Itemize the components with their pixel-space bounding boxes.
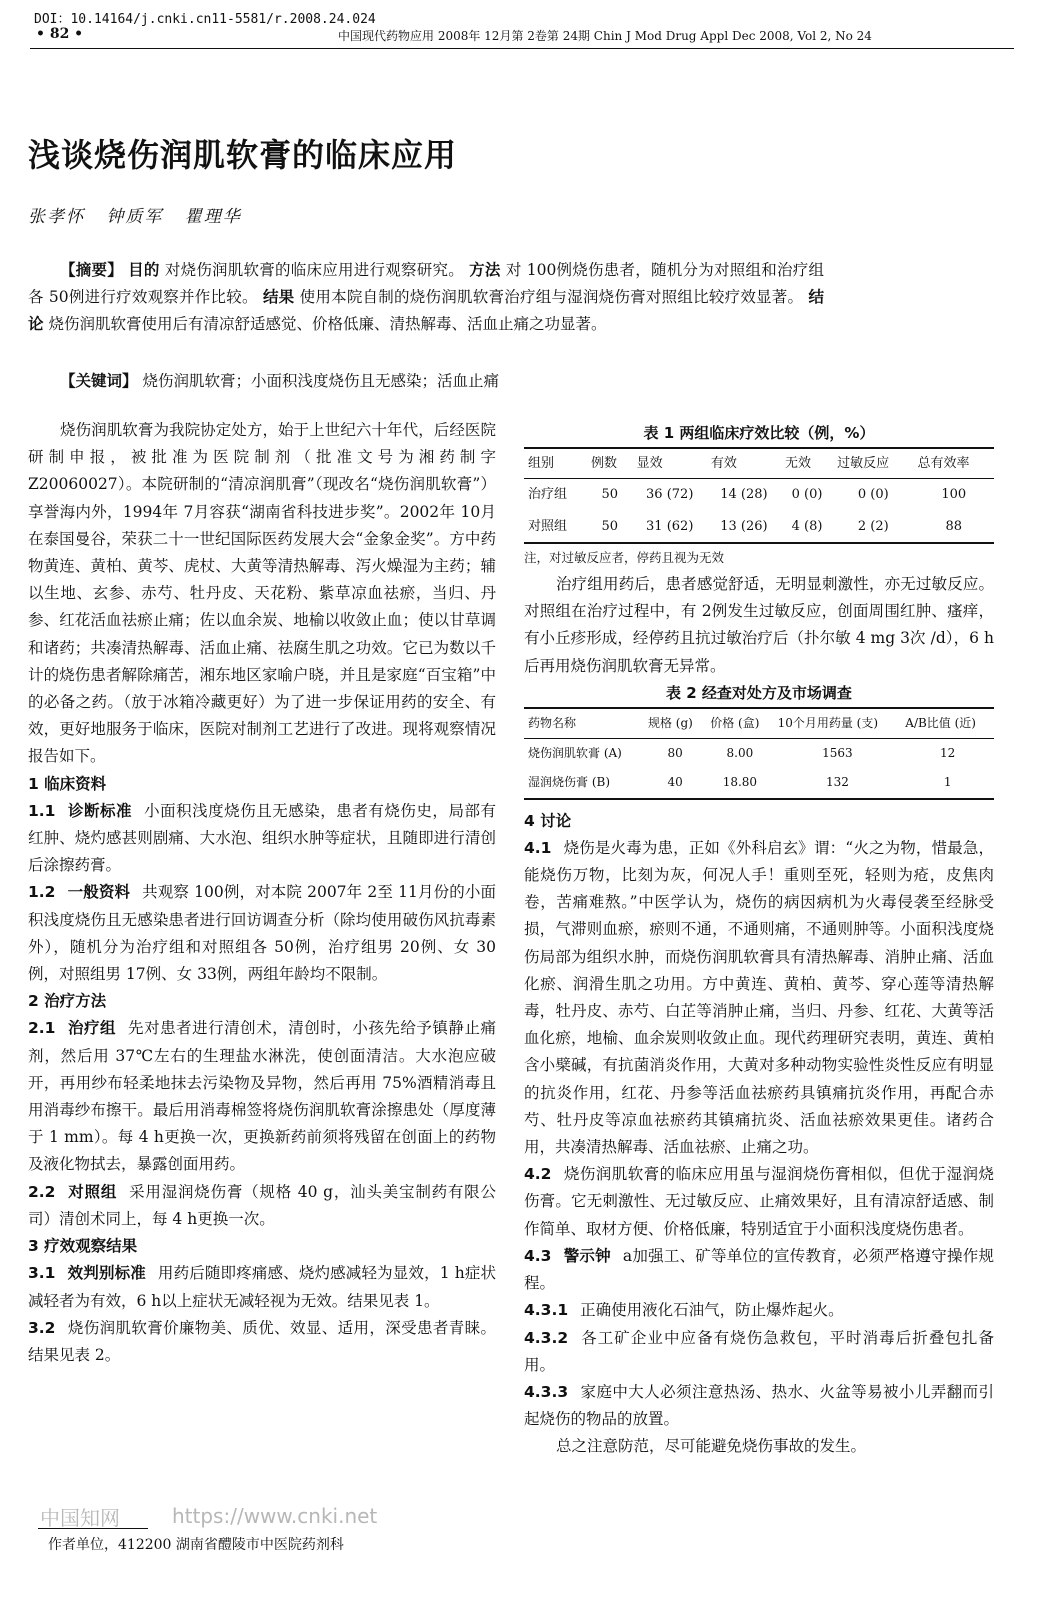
section-2-heading: 2 治疗方法: [28, 992, 107, 1011]
left-column: [28, 417, 496, 1369]
keywords-label: 【关键词】: [60, 372, 138, 390]
section-4-heading: 4 讨论: [524, 811, 572, 830]
table-cell: 80: [667, 746, 683, 761]
table-cell: 烧伤润肌软膏 (A): [528, 746, 622, 761]
table-cell: 40: [667, 775, 683, 790]
table-1-header: 无效: [781, 448, 833, 479]
table-cell: 12: [940, 746, 956, 761]
section-1-heading: 1 临床资料: [28, 774, 107, 793]
section-3-heading: 3 疗效观察结果: [28, 1237, 138, 1256]
section-4-3-title: 警示钟: [563, 1246, 611, 1265]
table-2-header-row: [524, 708, 994, 739]
abstract-method-label: 方法: [469, 261, 501, 279]
table-1-header-row: [524, 448, 994, 479]
table-1-header: 显效: [633, 448, 707, 479]
section-1-1-number: 1.1: [28, 801, 56, 820]
abstract: [28, 257, 824, 338]
section-1-2-title: 一般资料: [67, 883, 131, 902]
table-1-header: 例数: [587, 448, 633, 479]
table-cell: 湿润烧伤膏 (B): [528, 775, 610, 790]
table-2-header: A/B比值 (近): [901, 708, 994, 739]
section-4-3-3-text: 家庭中大人必须注意热汤、热水、火盆等易被小儿弄翻而引起烧伤的物品的放置。: [524, 1382, 994, 1429]
table-1-header: 过敏反应: [833, 448, 913, 479]
table-cell: 1: [943, 775, 952, 790]
abstract-purpose: 对烧伤润肌软膏的临床应用进行观察研究。: [164, 261, 464, 279]
author-affiliation: 作者单位，412200 湖南省醴陵市中医院药剂科: [48, 1537, 344, 1553]
article-authors: 张孝怀 钟质军 瞿理华: [28, 207, 242, 227]
section-4-2-text: 烧伤润肌软膏的临床应用虽与湿润烧伤膏相似，但优于湿润烧伤膏。它无刺激性、无过敏反应、止痛效果好，且有清凉舒适感、制作简单、取材方便、价格低廉，特别适宜于小面积浅度烧伤患者。: [524, 1165, 994, 1238]
abstract-result-label: 结果: [262, 288, 295, 306]
section-1-1-text: 小面积浅度烧伤且无感染，患者有烧伤史，局部有红肿、烧灼感甚则剧痛、大水泡、组织水肿等症状，且随即进行清创后涂擦药膏。: [28, 801, 496, 875]
cnki-watermark: 中国知网: [40, 1506, 120, 1530]
keywords: [28, 368, 824, 395]
section-3-1-title: 效判别标准: [67, 1264, 146, 1283]
table-2-header: 价格 (盒): [706, 708, 773, 739]
table-cell: 18.80: [722, 775, 758, 790]
table-1-header: 有效: [707, 448, 781, 479]
section-2-1-text: 先对患者进行清创术，清创时，小孩先给予镇静止痛剂，然后用 37℃左右的生理盐水淋洗，使创面清洁。大水泡应破开，再用纱布轻柔地抹去污染物及异物，然后再用 75%酒精消毒且用消毒纱布擦干。最后用消毒棉签将烧伤润肌软膏涂擦患处（厚度薄于 1 mm）。每 4 h更换一次，更换新药前须将残留在创面上的药物及液化物拭去，暴露创面用药。: [28, 1019, 496, 1174]
table-cell: 0 (0): [791, 487, 823, 503]
table-2-caption: 表 2 经查对处方及市场调查: [666, 683, 852, 702]
section-2-2-number: 2.2: [28, 1182, 56, 1201]
section-1-1-title: 诊断标准: [67, 801, 133, 820]
table-cell: 2 (2): [857, 518, 889, 534]
table-cell: 13 (26): [720, 518, 768, 534]
table-cell: 14 (28): [720, 487, 768, 503]
table-cell: 36 (72): [646, 487, 694, 503]
results-paragraph: 治疗组用药后，患者感觉舒适，无明显刺激性，亦无过敏反应。对照组在治疗过程中，有 2例发生过敏反应，创面周围红肿、瘙痒，有小丘疹形成，经停药且抗过敏治疗后（扑尔敏 4 mg 3次 /d），6 h后再用烧伤润肌软膏无异常。: [524, 575, 994, 675]
running-head: 中国现代药物应用 2008年 12月第 2卷第 24期 Chin J Mod Drug Appl Dec 2008, Vol 2, No 24: [338, 29, 872, 43]
table-row: [524, 511, 994, 543]
table-cell: 治疗组: [528, 487, 568, 503]
table-cell: 8.00: [726, 746, 754, 761]
section-3-2-text: 烧伤润肌软膏价廉物美、质优、效显、适用，深受患者青睐。结果见表 2。: [28, 1318, 496, 1364]
section-1-2-number: 1.2: [28, 883, 56, 902]
section-4-3-1-text: 正确使用液化石油气，防止爆炸起火。: [580, 1301, 844, 1320]
table-cell: 对照组: [528, 518, 568, 534]
section-3-1-text: 用药后随即疼痛感、烧灼感减轻为显效，1 h症状减轻者为有效，6 h以上症状无减轻视为无效。结果见表 1。: [28, 1264, 496, 1310]
section-1-2-text: 共观察 100例，对本院 2007年 2至 11月份的小面积浅度烧伤且无感染患者进行回访调查分析（除均使用破伤风抗毒素外），随机分为治疗组和对照组各 50例，治疗组男 20例、女 30例，对照组男 17例、女 33例，两组年龄均不限制。: [28, 883, 496, 984]
table-row: [524, 479, 994, 511]
section-2-1-title: 治疗组: [67, 1019, 117, 1038]
section-4-3-text: a加强工、矿等单位的宣传教育，必须严格遵守操作规程。: [524, 1246, 994, 1293]
table-1-header: 总有效率: [914, 448, 994, 479]
table-cell: 4 (8): [791, 518, 823, 534]
section-4-3-2-number: 4.3.2: [524, 1328, 569, 1347]
abstract-method: 对 100例烧伤患者，随机分为对照组和治疗组各 50例进行疗效观察并作比较。: [28, 261, 824, 306]
table-2-header: 药物名称: [524, 708, 644, 739]
cnki-watermark-url: https://www.cnki.net: [172, 1504, 378, 1528]
section-2-2-title: 对照组: [67, 1182, 118, 1201]
table-2-header: 规格 (g): [644, 708, 706, 739]
table-cell: 1563: [822, 746, 853, 761]
section-2-1-number: 2.1: [28, 1019, 56, 1038]
right-column: [524, 420, 994, 1461]
footnote-rule: [38, 1528, 148, 1529]
table-1-note: 注，对过敏反应者，停药且视为无效: [524, 549, 725, 565]
section-4-3-2-text: 各工矿企业中应备有烧伤急救包，平时消毒后折叠包扎备用。: [524, 1328, 994, 1374]
abstract-result: 使用本院自制的烧伤润肌软膏治疗组与湿润烧伤膏对照组比较疗效显著。: [299, 288, 804, 306]
table-cell: 0 (0): [857, 487, 889, 503]
section-2-2-text: 采用湿润烧伤膏（规格 40 g，汕头美宝制药有限公司）清创术同上，每 4 h更换一次。: [28, 1182, 496, 1228]
section-4-3-1-number: 4.3.1: [524, 1301, 569, 1320]
table-row: [524, 739, 994, 769]
section-4-3-number: 4.3: [524, 1246, 552, 1265]
page-number: • 82 •: [36, 26, 84, 42]
keywords-text: 烧伤润肌软膏；小面积浅度烧伤且无感染；活血止痛: [142, 372, 499, 390]
table-cell: 88: [945, 518, 963, 534]
table-cell: 31 (62): [646, 518, 694, 534]
section-4-1-text: 烧伤是火毒为患，正如《外科启玄》谓：“火之为物，惜最急，能烧伤万物，比刻为灰，何况人手！重则至死，轻则为疮，皮焦肉卷，苦痛难熬。”中医学认为，烧伤的病因病机为火毒侵袭至经脉受损，气滞则血瘀，瘀则不通，不通则痛，不通则肿等。小面积浅度烧伤局部为组织水肿，而烧伤润肌软膏具有清热解毒、消肿止痛、活血化瘀、润滑生肌之功用。方中黄连、黄柏、黄芩、穿心莲等清热解毒，牡丹皮、赤芍、白芷等消肿止痛，当归、丹参、红花、大黄等活血化瘀，地榆、血余炭则收敛止血。现代药理研究表明，黄连、黄柏含小檗碱，有抗菌消炎作用，大黄对多种动物实验性炎性反应有明显的抗炎作用，红花、丹参等活血祛瘀药具镇痛抗炎作用，再配合赤芍、牡丹皮等凉血祛瘀药其镇痛抗炎、活血祛瘀效果更佳。诸药合用，共凑清热解毒、活血祛瘀、止痛之功。: [524, 838, 994, 1157]
section-3-1-number: 3.1: [28, 1264, 56, 1283]
abstract-conclusion-label: 结论: [28, 288, 824, 333]
article-title: 浅谈烧伤润肌软膏的临床应用: [28, 136, 458, 174]
closing-paragraph: 总之注意防范，尽可能避免烧伤事故的发生。: [556, 1437, 867, 1456]
table-cell: 100: [941, 487, 967, 503]
section-3-2-number: 3.2: [28, 1318, 56, 1337]
table-cell: 132: [825, 775, 849, 790]
table-2: [524, 707, 994, 800]
section-4-3-3-number: 4.3.3: [524, 1382, 569, 1401]
table-cell: 50: [601, 518, 619, 534]
table-row: [524, 768, 994, 798]
doi-line: DOI：10.14164/j.cnki.cn11-5581/r.2008.24.024: [34, 12, 376, 27]
intro-paragraph: 烧伤润肌软膏为我院协定处方，始于上世纪六十年代，后经医院研制申报，被批准为医院制剂（批准文号为湘药制字 Z20060027）。本院研制的“清凉润肌膏”（现改名“烧伤润肌软膏”）享誉海内外，1994年 7月容获“湖南省科技进步奖”。2002年 10月在泰国曼谷，荣获二十一世纪国际医药发展大会“金象金奖”。方中药物黄连、黄柏、黄芩、虎杖、大黄等清热解毒、泻火燥湿为主药；辅以生地、玄参、赤芍、牡丹皮、天花粉、紫草凉血祛瘀，当归、丹参、红花活血祛瘀止痛；佐以血余炭、地榆以收敛止血；使以甘草调和诸药；共凑清热解毒、活血止痛、祛腐生肌之功效。它已为数以千计的烧伤患者解除痛苦，湘东地区家喻户晓，并且是家庭“百宝箱”中的必备之药。（放于冰箱冷藏更好）为了进一步保证用药的安全、有效，更好地服务于临床，医院对制剂工艺进行了改进。现将观察情况报告如下。: [28, 421, 496, 766]
section-4-1-number: 4.1: [524, 838, 552, 857]
table-cell: 50: [601, 487, 619, 503]
abstract-label: 【摘要】: [60, 261, 123, 279]
abstract-purpose-label: 目的: [128, 261, 160, 279]
table-1-caption: 表 1 两组临床疗效比较（例，%）: [643, 424, 875, 442]
table-2-header: 10个月用药量 (支): [774, 708, 902, 739]
section-4-2-number: 4.2: [524, 1165, 552, 1184]
abstract-conclusion: 烧伤润肌软膏使用后有清凉舒适感觉、价格低廉、清热解毒、活血止痛之功显著。: [48, 315, 607, 333]
table-1: [524, 447, 994, 544]
table-1-header: 组别: [524, 448, 587, 479]
header-rule: [30, 48, 1014, 49]
